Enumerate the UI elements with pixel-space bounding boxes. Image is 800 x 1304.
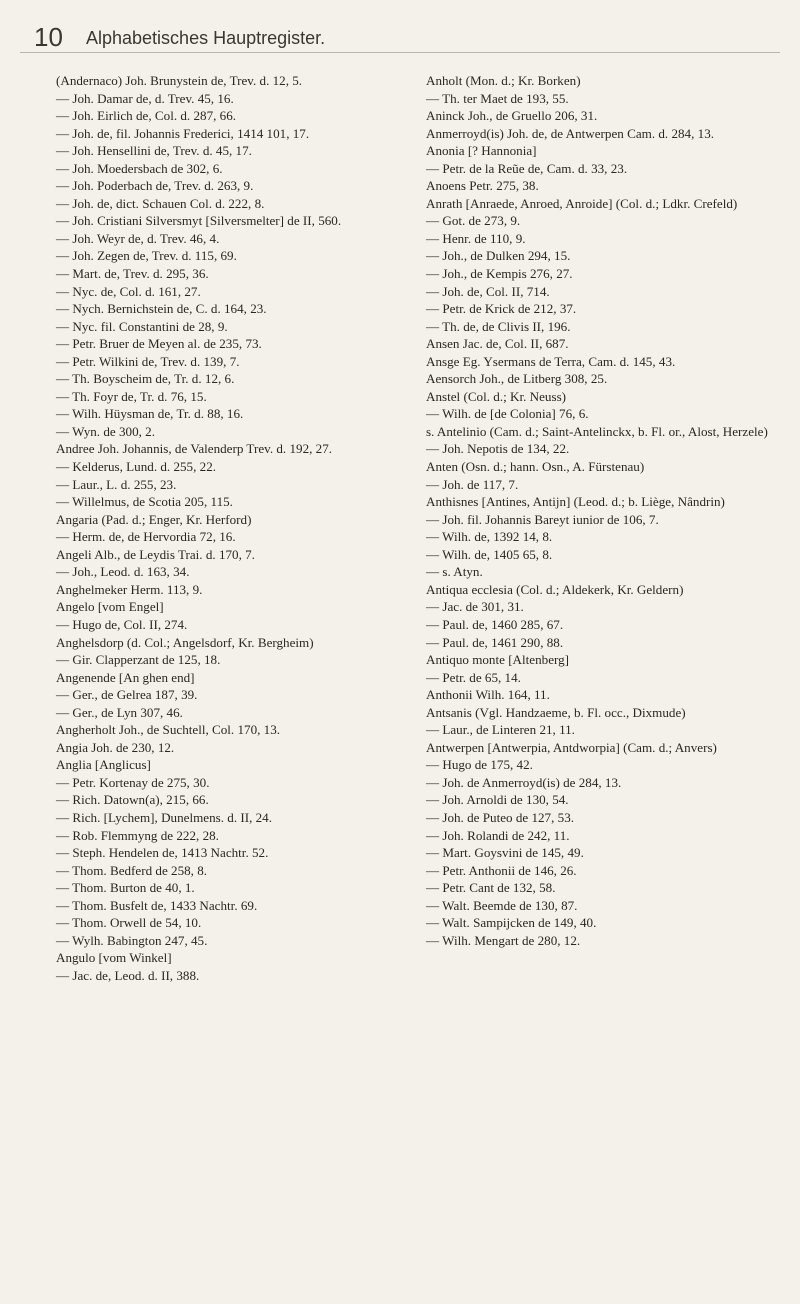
index-entry: Anmerroyd(is) Joh. de, de Antwerpen Cam. d. 284, 13. <box>426 125 715 141</box>
index-entry: — Petr. de 65, 14. <box>426 669 521 685</box>
index-entry: — Walt. Beemde de 130, 87. <box>426 897 578 913</box>
index-entry: (Andernaco) Joh. Brunystein de, Trev. d. 12, 5. <box>56 73 303 88</box>
index-entry: — Joh. Eirlich de, Col. d. 287, 66. <box>56 108 237 124</box>
index-entry: — Joh. Hensellini de, Trev. d. 45, 17. <box>56 143 252 159</box>
index-entry: Antwerpen [Antwerpia, Antdworpia] (Cam. d.; Anvers) <box>426 739 717 755</box>
index-entry: — Wyn. de 300, 2. <box>56 423 155 439</box>
index-entry: — Herm. de, de Hervordia 72, 16. <box>56 529 236 545</box>
index-entry: — s. Atyn. <box>426 564 483 580</box>
index-entry: — Petr. Kortenay de 275, 30. <box>56 774 210 790</box>
index-entry: Anghelsdorp (d. Col.; Angelsdorf, Kr. Bergheim) <box>56 634 314 650</box>
index-entry: — Jac. de 301, 31. <box>426 599 524 615</box>
index-entry: — Petr. Anthonii de 146, 26. <box>426 862 577 878</box>
index-entry: — Joh. Rolandi de 242, 11. <box>426 827 570 843</box>
index-entry: — Rob. Flemmyng de 222, 28. <box>56 827 219 843</box>
index-entry: — Thom. Burton de 40, 1. <box>56 880 195 896</box>
index-entry: — Ger., de Lyn 307, 46. <box>56 704 183 720</box>
index-entry: Ansen Jac. de, Col. II, 687. <box>426 336 569 352</box>
index-entry: Aensorch Joh., de Litberg 308, 25. <box>426 371 608 387</box>
index-entry: Andree Joh. Johannis, de Valenderp Trev. d. 192, 27. <box>56 441 333 457</box>
index-entry: s. Antelinio (Cam. d.; Saint-Antelinckx, b. Fl. or., Alost, Herzele) <box>426 423 768 439</box>
page-header <box>20 22 780 53</box>
index-entry: — Joh., de Dulken 294, 15. <box>426 248 571 264</box>
index-entry: Anten (Osn. d.; hann. Osn., A. Fürstenau) <box>426 459 645 475</box>
index-entry: — Joh. Cristiani Silversmyt [Silversmelter] de II, 560. <box>56 213 342 229</box>
index-entry: — Paul. de, 1461 290, 88. <box>426 634 564 650</box>
index-entry: — Gir. Clapperzant de 125, 18. <box>56 652 221 668</box>
index-entry: Angulo [vom Winkel] <box>56 950 172 966</box>
index-entry: — Nyc. de, Col. d. 161, 27. <box>56 283 201 299</box>
index-entry: — Kelderus, Lund. d. 255, 22. <box>56 459 217 475</box>
index-entry: Anoens Petr. 275, 38. <box>426 178 539 194</box>
index-entry: — Joh. de, fil. Johannis Frederici, 1414 101, 17. <box>56 125 310 141</box>
index-entry: — Thom. Bedferd de 258, 8. <box>56 862 208 878</box>
index-entry: Ansge Eg. Ysermans de Terra, Cam. d. 145, 43. <box>426 353 676 369</box>
index-entry: Aninck Joh., de Gruello 206, 31. <box>426 108 598 124</box>
index-entry: Angelo [vom Engel] <box>56 599 164 615</box>
index-entry: Anholt (Mon. d.; Kr. Borken) <box>426 73 581 88</box>
index-entry: — Laur., de Linteren 21, 11. <box>426 722 575 738</box>
index-entry: — Joh. Moedersbach de 302, 6. <box>56 160 223 176</box>
index-entry: — Laur., L. d. 255, 23. <box>56 476 177 492</box>
index-entry: — Joh. de 117, 7. <box>426 476 519 492</box>
index-entry: Anthisnes [Antines, Antijn] (Leod. d.; b. Liège, Nândrin) <box>426 494 725 510</box>
index-entry: — Joh. de Anmerroyd(is) de 284, 13. <box>426 774 622 790</box>
index-entry: — Wilh. de [de Colonia] 76, 6. <box>426 406 589 422</box>
index-entry: — Petr. de la Reũe de, Cam. d. 33, 23. <box>426 160 628 176</box>
running-head: Alphabetisches Hauptregister. <box>86 28 326 48</box>
index-entry: — Wilh. Mengart de 280, 12. <box>426 932 581 948</box>
index-entry: — Joh. Damar de, d. Trev. 45, 16. <box>56 90 234 106</box>
index-entry: — Joh., de Kempis 276, 27. <box>426 266 573 282</box>
index-entry: — Willelmus, de Scotia 205, 115. <box>56 494 233 510</box>
index-entry: — Paul. de, 1460 285, 67. <box>426 616 564 632</box>
index-entry: — Joh. fil. Johannis Bareyt iunior de 106, 7. <box>426 511 659 527</box>
index-entry: Angenende [An ghen end] <box>56 669 195 685</box>
index-entry: — Thom. Busfelt de, 1433 Nachtr. 69. <box>56 897 258 913</box>
index-entry: — Rich. Datown(a), 215, 66. <box>56 792 209 808</box>
index-entry: — Petr. Bruer de Meyen al. de 235, 73. <box>56 336 262 352</box>
index-entry: — Mart. Goysvini de 145, 49. <box>426 845 584 861</box>
index-entry: — Hugo de, Col. II, 274. <box>56 616 188 632</box>
index-entry: — Nych. Bernichstein de, C. d. 164, 23. <box>56 301 267 317</box>
index-entry: — Th. ter Maet de 193, 55. <box>426 90 569 106</box>
index-entry: — Walt. Sampijcken de 149, 40. <box>426 915 597 931</box>
index-entry: — Th. Boyscheim de, Tr. d. 12, 6. <box>56 371 235 387</box>
index-entry: Angia Joh. de 230, 12. <box>56 739 175 755</box>
index-entry: Angeli Alb., de Leydis Trai. d. 170, 7. <box>56 546 255 562</box>
index-entry: Anrath [Anraede, Anroed, Anroide] (Col. d.; Ldkr. Crefeld) <box>426 195 738 211</box>
index-entry: Antiqua ecclesia (Col. d.; Aldekerk, Kr. Geldern) <box>426 581 684 597</box>
index-entry: — Ger., de Gelrea 187, 39. <box>56 687 198 703</box>
index-entry: — Joh. Weyr de, d. Trev. 46, 4. <box>56 230 220 246</box>
index-entry: — Joh. Poderbach de, Trev. d. 263, 9. <box>56 178 254 194</box>
index-entry: — Th. Foyr de, Tr. d. 76, 15. <box>56 388 207 404</box>
index-entry: — Jac. de, Leod. d. II, 388. <box>56 967 200 983</box>
index-entry: Anonia [? Hannonia] <box>426 143 537 159</box>
index-entry: — Henr. de 110, 9. <box>426 230 526 246</box>
index-entry: — Wilh. de, 1392 14, 8. <box>426 529 553 545</box>
index-entry: — Petr. Wilkini de, Trev. d. 139, 7. <box>56 353 240 369</box>
index-entry: — Joh. Zegen de, Trev. d. 115, 69. <box>56 248 237 264</box>
index-entry: — Th. de, de Clivis II, 196. <box>426 318 571 334</box>
index-entry: — Petr. Cant de 132, 58. <box>426 880 556 896</box>
index-entry: — Thom. Orwell de 54, 10. <box>56 915 202 931</box>
index-entry: — Nyc. fil. Constantini de 28, 9. <box>56 318 228 334</box>
index-entry: Angaria (Pad. d.; Enger, Kr. Herford) <box>56 511 252 527</box>
index-entry: — Joh. Nepotis de 134, 22. <box>426 441 570 457</box>
index-entry: Anghelmeker Herm. 113, 9. <box>56 581 203 597</box>
index-entry: Anthonii Wilh. 164, 11. <box>426 687 550 703</box>
index-entry: Angherholt Joh., de Suchtell, Col. 170, 13. <box>56 722 281 738</box>
index-entry: — Wilh. Hüysman de, Tr. d. 88, 16. <box>56 406 244 422</box>
index-entry: — Wylh. Babington 247, 45. <box>56 932 208 948</box>
index-entry: — Got. de 273, 9. <box>426 213 521 229</box>
page-number: 10 <box>34 22 63 52</box>
right-column <box>426 72 781 949</box>
index-entry: — Petr. de Krick de 212, 37. <box>426 301 577 317</box>
index-entry: — Joh., Leod. d. 163, 34. <box>56 564 190 580</box>
index-entry: — Hugo de 175, 42. <box>426 757 533 773</box>
index-entry: — Joh. Arnoldi de 130, 54. <box>426 792 569 808</box>
left-column <box>56 72 411 984</box>
index-entry: — Joh. de, Col. II, 714. <box>426 283 550 299</box>
index-entry: Anglia [Anglicus] <box>56 757 151 773</box>
index-entry: — Wilh. de, 1405 65, 8. <box>426 546 553 562</box>
index-entry: — Joh. de Puteo de 127, 53. <box>426 809 575 825</box>
index-entry: — Joh. de, dict. Schauen Col. d. 222, 8. <box>56 195 265 211</box>
index-entry: Anstel (Col. d.; Kr. Neuss) <box>426 388 567 404</box>
index-entry: Antsanis (Vgl. Handzaeme, b. Fl. occ., Dixmude) <box>426 704 686 720</box>
index-entry: — Steph. Hendelen de, 1413 Nachtr. 52. <box>56 845 269 861</box>
index-entry: — Rich. [Lychem], Dunelmens. d. II, 24. <box>56 809 273 825</box>
index-entry: Antiquo monte [Altenberg] <box>426 652 570 668</box>
index-entry: — Mart. de, Trev. d. 295, 36. <box>56 266 209 282</box>
